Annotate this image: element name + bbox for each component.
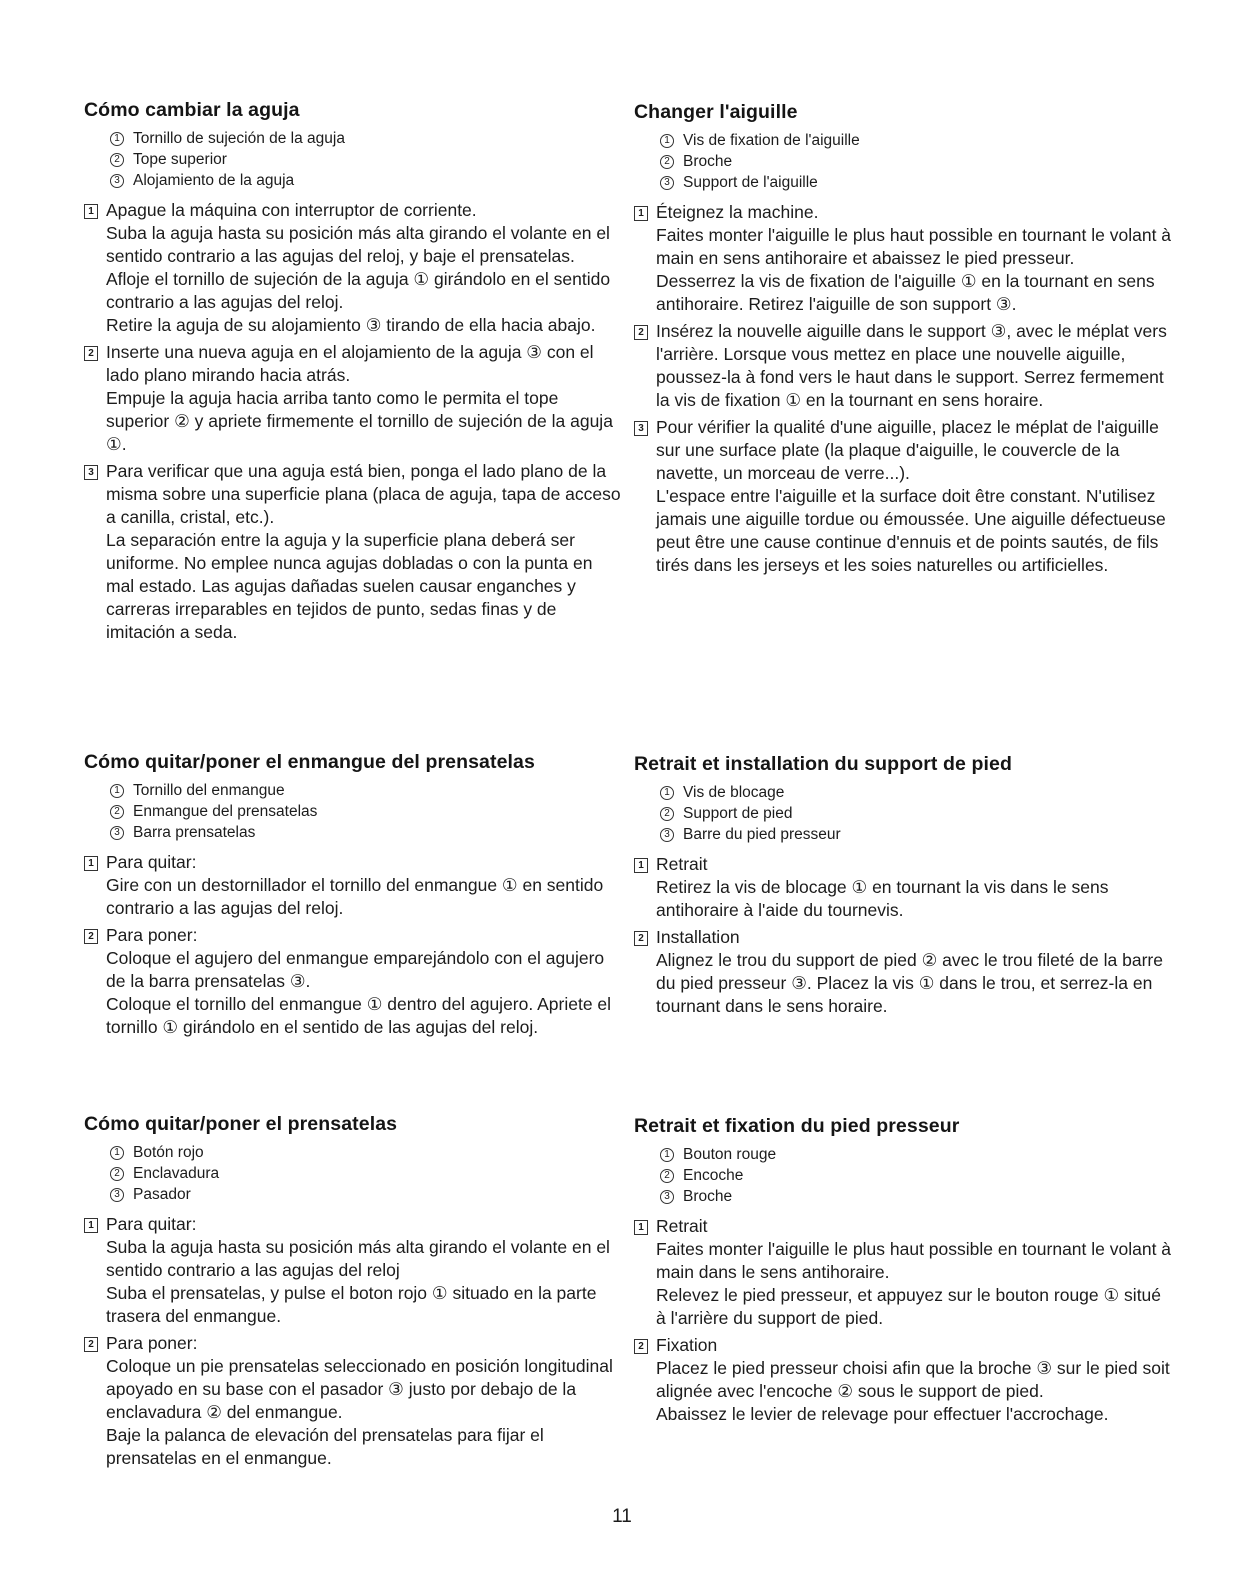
part-number-circle: 3 [110, 1188, 124, 1202]
step-item [84, 851, 624, 920]
step-number-box: 1 [84, 204, 98, 219]
section-support-de-pied [634, 752, 1174, 1018]
page-number: 11 [612, 1506, 632, 1527]
step-number-box: 3 [634, 421, 648, 436]
step-number-box: 1 [84, 1218, 98, 1233]
part-number-circle: 1 [660, 1148, 674, 1162]
step-paragraph: Pour vérifier la qualité d'une aiguille, placez le méplat de l'aiguille sur une surface plate (la plaque d'aiguille, le couvercle de la navette, un morceau de verre...). [656, 417, 1159, 483]
part-label: Barre du pied presseur [683, 826, 841, 843]
part-item [110, 822, 624, 843]
part-item [660, 1186, 1174, 1207]
step-item [84, 199, 624, 337]
part-item [110, 1184, 624, 1205]
step-body [106, 851, 624, 920]
part-number-circle: 1 [660, 134, 674, 148]
step-number-box: 1 [634, 1220, 648, 1235]
step-item [84, 341, 624, 456]
part-label: Tornillo del enmangue [133, 782, 285, 799]
step-paragraph: Éteignez la machine. [656, 202, 819, 222]
step-item [634, 416, 1174, 577]
step-paragraph: Suba la aguja hasta su posición más alta girando el volante en el sentido contrario a las agujas del reloj, y baje el prensatelas. [106, 223, 610, 266]
step-paragraph: La separación entre la aguja y la superficie plana deberá ser uniforme. No emplee nunca agujas dobladas o con la punta en mal estado. Las agujas dañadas suelen causar enganches y carreras irreparables en tejidos de punto, sedas finas y de imitación a seda. [106, 530, 593, 642]
part-label: Broche [683, 153, 733, 170]
step-number-box: 1 [634, 206, 648, 221]
part-label: Alojamiento de la aguja [133, 172, 295, 189]
section-title: Changer l'aiguille [634, 101, 798, 123]
step-paragraph: Inserte una nueva aguja en el alojamiento de la aguja ③ con el lado plano mirando hacia atrás. [106, 342, 594, 385]
part-item [660, 803, 1174, 824]
section-title: Retrait et fixation du pied presseur [634, 1115, 960, 1137]
step-paragraph: Suba la aguja hasta su posición más alta girando el volante en el sentido contrario a las agujas del reloj [106, 1237, 610, 1280]
step-paragraph: Para poner: [106, 925, 198, 945]
step-paragraph: Placez le pied presseur choisi afin que la broche ③ sur le pied soit alignée avec l'encoche ② sous le support de pied. [656, 1358, 1170, 1401]
section-title: Cómo quitar/poner el enmangue del prensatelas [84, 751, 535, 773]
part-number-circle: 3 [110, 174, 124, 188]
step-paragraph: Coloque el agujero del enmangue emparejándolo con el agujero de la barra prensatelas ③. [106, 948, 605, 991]
section-prensatelas [84, 1112, 624, 1470]
step-paragraph: Apague la máquina con interruptor de corriente. [106, 200, 477, 220]
step-number-box: 1 [84, 856, 98, 871]
part-number-circle: 1 [660, 786, 674, 800]
section-title: Cómo cambiar la aguja [84, 99, 300, 121]
step-paragraph: Retirez la vis de blocage ① en tournant la vis dans le sens antihoraire à l'aide du tournevis. [656, 877, 1109, 920]
part-label: Bouton rouge [683, 1146, 777, 1163]
part-item [660, 782, 1174, 803]
parts-list [110, 128, 624, 191]
part-number-circle: 2 [660, 1169, 674, 1183]
part-item [660, 1144, 1174, 1165]
step-body [656, 1334, 1174, 1426]
step-item [634, 926, 1174, 1018]
parts-list [660, 130, 1174, 193]
step-paragraph: Baje la palanca de elevación del prensatelas para fijar el prensatelas en el enmangue. [106, 1425, 544, 1468]
part-number-circle: 2 [110, 805, 124, 819]
step-paragraph: Empuje la aguja hacia arriba tanto como le permita el tope superior ② y apriete firmemente el tornillo de sujeción de la aguja ①. [106, 388, 613, 454]
step-body [106, 199, 624, 337]
part-item [110, 1142, 624, 1163]
step-paragraph: Afloje el tornillo de sujeción de la aguja ① girándolo en el sentido contrario a las agujas del reloj. [106, 269, 611, 312]
step-paragraph: Para quitar: [106, 1214, 197, 1234]
step-number-box: 2 [634, 325, 648, 340]
part-item [110, 128, 624, 149]
part-number-circle: 3 [660, 176, 674, 190]
step-body [106, 924, 624, 1039]
step-paragraph: L'espace entre l'aiguille et la surface doit être constant. N'utilisez jamais une aiguille tordue ou émoussée. Une aiguille défectueuse peut être une cause continue d'ennuis et de points sautés, de fils tirés dans les jerseys et les soies naturelles ou artificielles. [656, 486, 1166, 575]
step-paragraph: Faites monter l'aiguille le plus haut possible en tournant le volant à main dans le sens antihoraire. [656, 1239, 1172, 1282]
part-label: Support de l'aiguille [683, 174, 818, 191]
step-paragraph: Coloque un pie prensatelas seleccionado en posición longitudinal apoyado en su base con el pasador ③ justo por debajo de la enclavadura ② del enmangue. [106, 1356, 613, 1422]
step-paragraph: Para verificar que una aguja está bien, ponga el lado plano de la misma sobre una superficie plana (placa de aguja, tapa de acceso a canilla, cristal, etc.). [106, 461, 621, 527]
part-item [660, 172, 1174, 193]
part-number-circle: 1 [110, 1146, 124, 1160]
part-number-circle: 3 [660, 828, 674, 842]
step-paragraph: Coloque el tornillo del enmangue ① dentro del agujero. Apriete el tornillo ① girándolo en el sentido de las agujas del reloj. [106, 994, 612, 1037]
step-number-box: 2 [84, 346, 98, 361]
part-item [110, 170, 624, 191]
step-paragraph: Faites monter l'aiguille le plus haut possible en tournant le volant à main en sens antihoraire et abaissez le pied presseur. [656, 225, 1172, 268]
step-paragraph: Installation [656, 927, 740, 947]
part-label: Tope superior [133, 151, 227, 168]
step-number-box: 2 [84, 1337, 98, 1352]
step-body [656, 320, 1174, 412]
step-item [634, 1215, 1174, 1330]
step-body [106, 341, 624, 456]
step-paragraph: Desserrez la vis de fixation de l'aiguille ① en la tournant en sens antihoraire. Retirez l'aiguille de son support ③. [656, 271, 1155, 314]
part-label: Broche [683, 1188, 733, 1205]
step-body [656, 416, 1174, 577]
parts-list [110, 1142, 624, 1205]
part-item [660, 824, 1174, 845]
step-body [106, 460, 624, 644]
part-item [660, 130, 1174, 151]
step-number-box: 2 [634, 1339, 648, 1354]
section-title: Retrait et installation du support de pied [634, 753, 1012, 775]
step-item [84, 924, 624, 1039]
part-item [110, 1163, 624, 1184]
part-number-circle: 2 [660, 807, 674, 821]
step-number-box: 2 [634, 931, 648, 946]
step-number-box: 1 [634, 858, 648, 873]
step-body [656, 201, 1174, 316]
step-item [84, 460, 624, 644]
section-enmangue [84, 750, 624, 1039]
section-cambiar-aguja [84, 98, 624, 644]
parts-list [660, 1144, 1174, 1207]
step-item [634, 853, 1174, 922]
step-body [106, 1332, 624, 1470]
section-title: Cómo quitar/poner el prensatelas [84, 1113, 398, 1135]
part-number-circle: 2 [110, 153, 124, 167]
section-pied-presseur [634, 1114, 1174, 1426]
part-label: Botón rojo [133, 1144, 204, 1161]
part-number-circle: 1 [110, 784, 124, 798]
step-body [656, 1215, 1174, 1330]
section-changer-aiguille [634, 100, 1174, 577]
part-label: Barra prensatelas [133, 824, 256, 841]
part-label: Tornillo de sujeción de la aguja [133, 130, 345, 147]
step-body [106, 1213, 624, 1328]
step-paragraph: Gire con un destornillador el tornillo del enmangue ① en sentido contrario a las agujas del reloj. [106, 875, 604, 918]
step-paragraph: Retrait [656, 1216, 708, 1236]
part-label: Support de pied [683, 805, 793, 822]
step-paragraph: Abaissez le levier de relevage pour effectuer l'accrochage. [656, 1404, 1109, 1424]
part-label: Pasador [133, 1186, 191, 1203]
part-label: Enmangue del prensatelas [133, 803, 318, 820]
part-number-circle: 3 [110, 826, 124, 840]
step-paragraph: Fixation [656, 1335, 718, 1355]
step-number-box: 2 [84, 929, 98, 944]
part-item [110, 149, 624, 170]
step-paragraph: Suba el prensatelas, y pulse el boton rojo ① situado en la parte trasera del enmangue. [106, 1283, 597, 1326]
step-paragraph: Para poner: [106, 1333, 198, 1353]
parts-list [660, 782, 1174, 845]
part-item [660, 1165, 1174, 1186]
step-paragraph: Relevez le pied presseur, et appuyez sur le bouton rouge ① situé à l'arrière du support de pied. [656, 1285, 1162, 1328]
part-item [110, 801, 624, 822]
step-item [634, 320, 1174, 412]
step-paragraph: Retrait [656, 854, 708, 874]
part-label: Encoche [683, 1167, 744, 1184]
step-paragraph: Retire la aguja de su alojamiento ③ tirando de ella hacia abajo. [106, 315, 596, 335]
part-label: Enclavadura [133, 1165, 220, 1182]
step-body [656, 853, 1174, 922]
part-label: Vis de blocage [683, 784, 785, 801]
part-label: Vis de fixation de l'aiguille [683, 132, 860, 149]
step-item [634, 1334, 1174, 1426]
step-number-box: 3 [84, 465, 98, 480]
step-paragraph: Insérez la nouvelle aiguille dans le support ③, avec le méplat vers l'arrière. Lorsque vous mettez en place une nouvelle aiguille, poussez-la à fond vers le haut dans le support. Serrez fermement la vis de fixation ① en la tournant en sens horaire. [656, 321, 1167, 410]
step-item [84, 1213, 624, 1328]
step-paragraph: Alignez le trou du support de pied ② avec le trou fileté de la barre du pied presseur ③. Placez la vis ① dans le trou, et serrez-la en tournant dans le sens horaire. [656, 950, 1163, 1016]
step-paragraph: Para quitar: [106, 852, 197, 872]
step-item [84, 1332, 624, 1470]
part-number-circle: 2 [660, 155, 674, 169]
step-item [634, 201, 1174, 316]
part-number-circle: 1 [110, 132, 124, 146]
step-body [656, 926, 1174, 1018]
part-number-circle: 2 [110, 1167, 124, 1181]
part-item [660, 151, 1174, 172]
part-item [110, 780, 624, 801]
parts-list [110, 780, 624, 843]
part-number-circle: 3 [660, 1190, 674, 1204]
